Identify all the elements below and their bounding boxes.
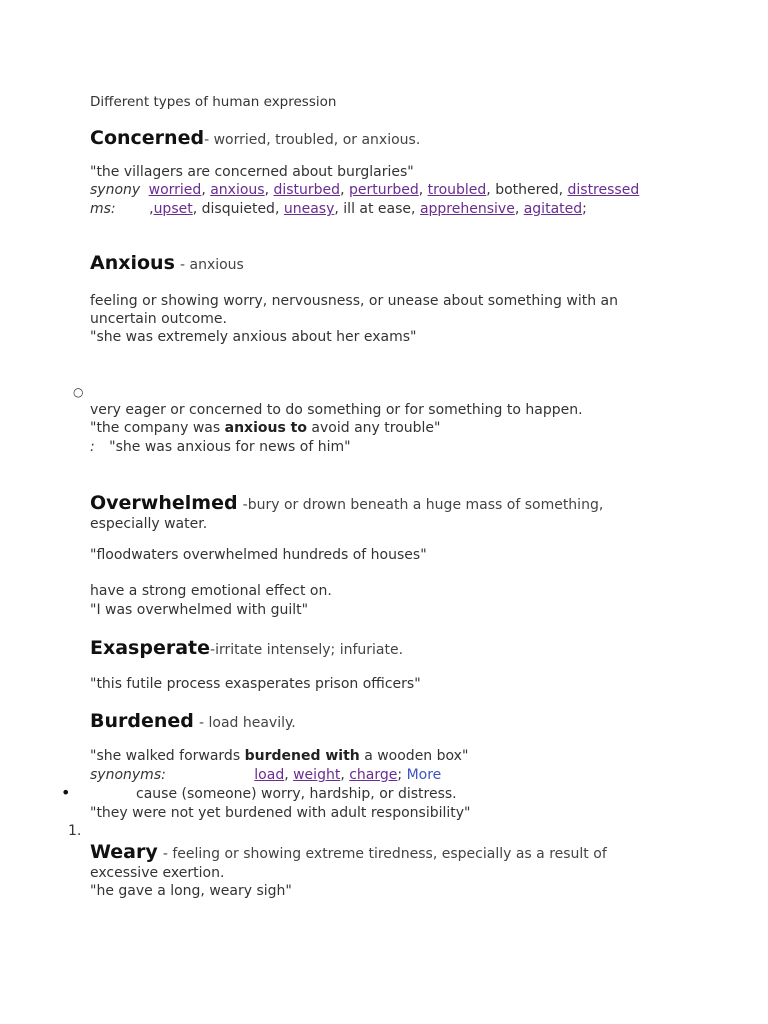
definition-overwhelmed: -bury or drown beneath a huge mass of something, xyxy=(242,497,604,513)
entry-anxious-heading xyxy=(90,252,244,274)
bold-phrase: anxious to xyxy=(224,420,307,436)
burdened-def2: cause (someone) worry, hardship, or distress. xyxy=(136,786,457,802)
weary-example: "he gave a long, weary sigh" xyxy=(90,883,292,899)
overwhelmed-example1: "floodwaters overwhelmed hundreds of houses" xyxy=(90,547,427,563)
entry-overwhelmed-heading xyxy=(90,492,603,514)
definition-exasperate: -irritate intensely; infuriate. xyxy=(210,642,404,658)
synonym-link[interactable]: charge xyxy=(349,767,398,783)
anxious-example3: "she was anxious for news of him" xyxy=(109,439,351,455)
burdened-example: "she walked forwards burdened with a wooden box" xyxy=(90,748,469,764)
synonym-link[interactable]: agitated xyxy=(523,201,583,217)
anxious-example2: "the company was anxious to avoid any trouble" xyxy=(90,420,441,436)
entry-exasperate-heading xyxy=(90,637,403,659)
synonym-link[interactable]: uneasy xyxy=(283,201,335,217)
overwhelmed-example2: "I was overwhelmed with guilt" xyxy=(90,602,309,618)
burdened-example2: "they were not yet burdened with adult responsibility" xyxy=(90,805,471,821)
synonyms-concerned-line1: synony worried, anxious, disturbed, perturbed, troubled, bothered, distressed xyxy=(90,182,640,198)
term-burdened: Burdened xyxy=(90,710,194,732)
overwhelmed-def2: have a strong emotional effect on. xyxy=(90,583,332,599)
more-link[interactable]: More xyxy=(406,767,442,783)
page-title: Different types of human expression xyxy=(90,94,337,110)
exasperate-example: "this futile process exasperates prison officers" xyxy=(90,676,421,692)
term-overwhelmed: Overwhelmed xyxy=(90,492,238,514)
weary-def-line2: excessive exertion. xyxy=(90,865,225,881)
synonyms-label: ms: xyxy=(90,201,116,217)
colon-label: : xyxy=(90,439,95,455)
synonyms-label: synonyms: xyxy=(90,767,166,783)
synonym-link[interactable]: apprehensive xyxy=(419,201,515,217)
entry-weary-heading xyxy=(90,841,607,863)
synonym-link[interactable]: troubled xyxy=(427,182,487,198)
synonym-text: ill at ease xyxy=(343,201,412,217)
synonym-link[interactable]: perturbed xyxy=(348,182,419,198)
anxious-example3-row xyxy=(90,438,351,457)
overwhelmed-def-line2: especially water. xyxy=(90,516,208,532)
definition-weary: - feeling or showing extreme tiredness, especially as a result of xyxy=(162,846,607,862)
anxious-def1-line1: feeling or showing worry, nervousness, or unease about something with an xyxy=(90,293,618,309)
synonyms-burdened: synonyms: load, weight, charge; More xyxy=(90,767,442,783)
bullet-dot: • xyxy=(61,783,71,802)
bullet-circle: ○ xyxy=(73,385,84,399)
entry-burdened-heading xyxy=(90,710,296,732)
term-exasperate: Exasperate xyxy=(90,637,211,659)
definition-burdened: - load heavily. xyxy=(198,715,296,731)
synonym-text: bothered xyxy=(495,182,559,198)
term-anxious: Anxious xyxy=(90,252,175,274)
synonym-link[interactable]: anxious xyxy=(210,182,265,198)
term-concerned: Concerned xyxy=(90,127,205,149)
synonym-link[interactable]: weight xyxy=(293,767,341,783)
definition-anxious: - anxious xyxy=(179,257,244,273)
example-concerned: "the villagers are concerned about burglaries" xyxy=(90,164,414,180)
list-number: 1. xyxy=(68,823,82,839)
synonym-link[interactable]: disturbed xyxy=(273,182,341,198)
anxious-def2: very eager or concerned to do something or for something to happen. xyxy=(90,402,583,418)
anxious-def1-line2: uncertain outcome. xyxy=(90,311,227,327)
anxious-example1: "she was extremely anxious about her exams" xyxy=(90,329,417,345)
bold-phrase: burdened with xyxy=(244,748,360,764)
synonym-text: disquieted xyxy=(201,201,275,217)
term-weary: Weary xyxy=(90,841,158,863)
synonyms-concerned-line2: ms: ,upset, disquieted, uneasy, ill at ease, apprehensive, agitated; xyxy=(90,201,587,217)
synonyms-label: synony xyxy=(90,182,141,198)
synonym-link[interactable]: distressed xyxy=(567,182,640,198)
definition-concerned: - worried, troubled, or anxious. xyxy=(204,132,421,148)
synonym-link[interactable]: load xyxy=(254,767,285,783)
entry-concerned-heading xyxy=(90,127,420,149)
synonym-link[interactable]: worried xyxy=(148,182,202,198)
synonym-link[interactable]: upset xyxy=(153,201,193,217)
